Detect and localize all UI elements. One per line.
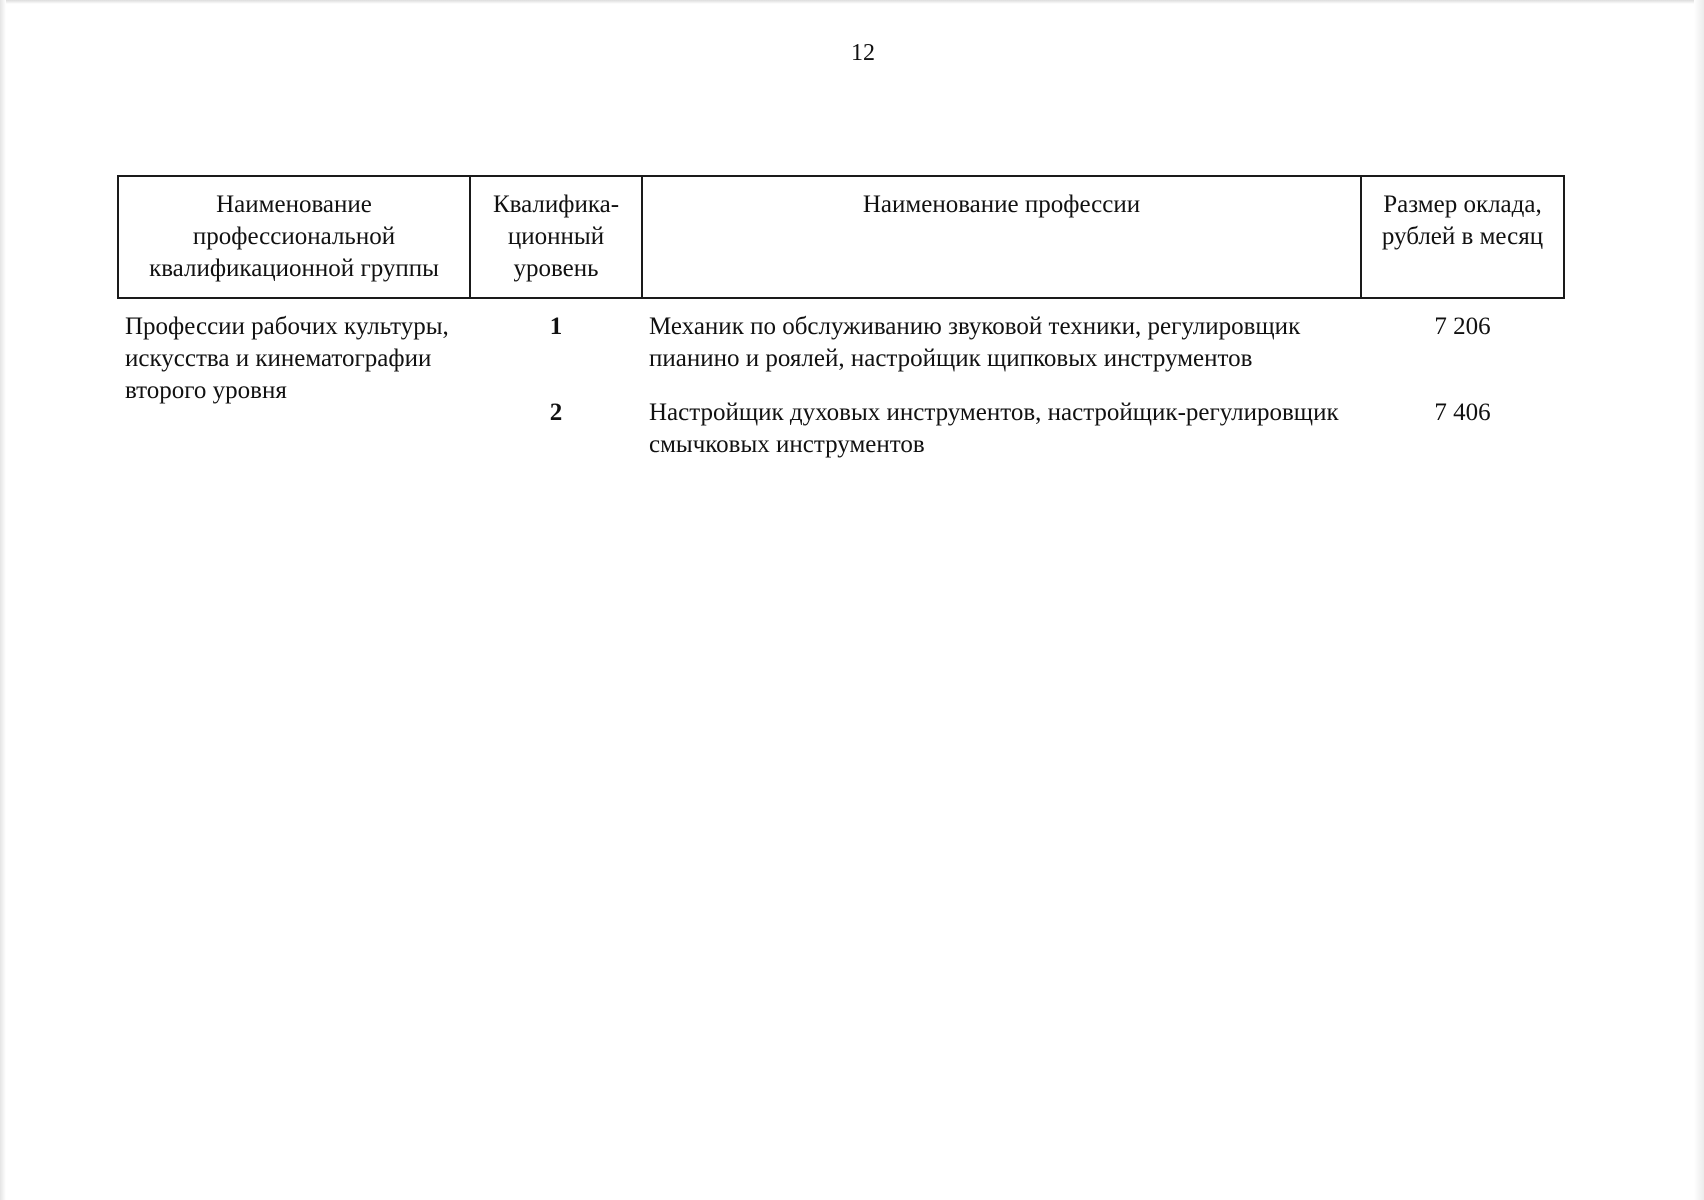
header-salary: Размер оклада, рублей в месяц [1361, 176, 1564, 298]
scan-edge-top [0, 0, 1704, 4]
header-group: Наименование профессиональной квалификационной группы [118, 176, 470, 298]
salary-table [117, 175, 1565, 461]
profession-cell: Настройщик духовых инструментов, настройщик-регулировщик смычковых инструментов [649, 399, 1339, 458]
table-header [118, 176, 1564, 298]
level-cell: 1 [549, 313, 563, 340]
page-number: 12 [851, 40, 875, 66]
salary-cell: 7 406 [1434, 399, 1491, 426]
header-profession: Наименование профессии [642, 176, 1361, 298]
scan-edge-right [1694, 0, 1704, 1200]
table-body [118, 298, 1564, 461]
level-cell: 2 [549, 399, 563, 426]
group-name-cell: Профессии рабочих культуры, искусства и кинематографии второго уровня [125, 313, 449, 404]
profession-cell: Механик по обслуживанию звуковой техники, регулировщик пианино и роялей, настройщик щипковых инструментов [649, 313, 1301, 372]
header-row [118, 176, 1564, 298]
table-row [118, 298, 1564, 375]
scan-edge-left [0, 0, 6, 1200]
header-level: Квалифика-ционный уровень [470, 176, 642, 298]
salary-cell: 7 206 [1434, 313, 1491, 340]
